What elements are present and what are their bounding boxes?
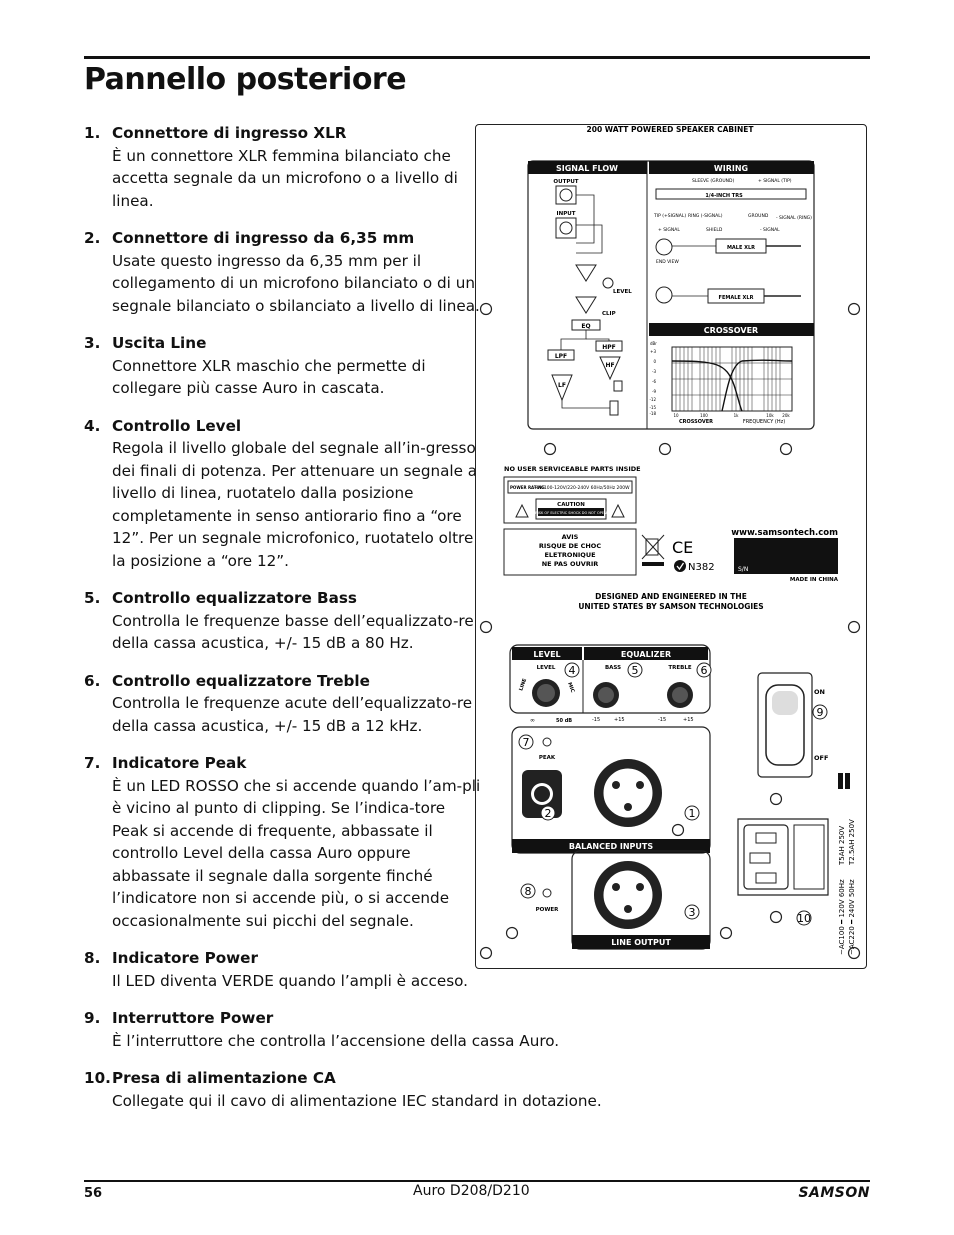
- crossover-db-label: dBr: [650, 341, 657, 346]
- callout-number: 4: [568, 664, 576, 677]
- highpass-curve: [722, 360, 792, 411]
- wiring-male-xlr-label: MALE XLR: [726, 245, 756, 251]
- item-body: Connettore XLR maschio che permette di collegare più casse Auro in cascata.: [112, 356, 426, 397]
- item-title: Indicatore Peak: [112, 754, 247, 772]
- bass-max-label: +15: [614, 717, 625, 723]
- item-body: Regola il livello globale del segnale all’in-gresso dei finali di potenza. Per attenuare un segnale a livello di linea, ruotatelo dalla posizione completamente in senso antiorario fino a “ore 12”. Per un segnale microfonico, ruotatelo oltre la posizione a “ore 12”.: [112, 439, 478, 570]
- line-output-label: LINE OUTPUT: [611, 938, 671, 947]
- wiring-tip-left-label: TIP (+SIGNAL): [654, 214, 687, 219]
- no-user-parts-label: NO USER SERVICEABLE PARTS INSIDE: [504, 465, 641, 473]
- female-xlr-end-icon: [656, 287, 672, 303]
- item-title: Uscita Line: [112, 334, 207, 352]
- freq-tick-label: 100: [700, 413, 708, 418]
- screw-icon: [849, 622, 860, 633]
- item-body: Controlla le frequenze basse dell’equalizzato-re della cassa acustica, +/- 15 dB a 80 Hz.: [112, 611, 474, 652]
- item-body: Usate questo ingresso da 6,35 mm per il collegamento di un microfono bilanciato o di un segnale bilanciato o sbilanciato a livello di linea.: [112, 251, 480, 315]
- item-number: 5.: [84, 589, 101, 607]
- level-line-label: LINE: [518, 677, 529, 692]
- crossover-label: CROSSOVER: [703, 326, 759, 335]
- mains-fuse-2: T2.5AH 250V: [848, 819, 856, 865]
- rear-panel-drawing: [476, 125, 866, 968]
- avis-line: AVIS: [561, 533, 579, 541]
- wiring-shield-label: SHIELD: [706, 228, 723, 233]
- item-number: 9.: [84, 1009, 101, 1027]
- ctick-icon: [674, 560, 686, 572]
- ce-mark: CE: [672, 538, 694, 557]
- item-number: 10.: [84, 1069, 111, 1087]
- weee-bin-icon: [642, 535, 664, 559]
- screw-icon: [771, 912, 782, 923]
- mains-spec-2: ~AC220 ━ 240V 50Hz: [848, 879, 856, 955]
- callout-number: 10: [797, 912, 811, 925]
- item-title: Controllo equalizzatore Treble: [112, 671, 370, 690]
- mains-spec-1: ~AC100 ━ 120V 60Hz: [838, 879, 846, 955]
- list-item: [84, 1007, 560, 1052]
- page-title: Pannello posteriore: [84, 62, 407, 97]
- wiring-sleeve-label: SLEEVE (GROUND): [692, 179, 735, 184]
- callout-number: 3: [688, 906, 696, 919]
- list-item: [84, 415, 484, 573]
- caution-warning-icon: [612, 505, 624, 517]
- treble-min-label: -15: [658, 717, 667, 723]
- callout-number: 2: [544, 807, 552, 820]
- designed-line-1: DESIGNED AND ENGINEERED IN THE: [595, 592, 747, 601]
- power-rating-values: ~AC100-120V/220-240V 60Hz/50Hz 200W: [534, 486, 630, 491]
- power-label: POWER: [535, 907, 559, 913]
- item-number: 4.: [84, 416, 101, 435]
- flow-input-label: INPUT: [556, 211, 576, 217]
- cabinet-title: 200 WATT POWERED SPEAKER CABINET: [586, 125, 754, 134]
- item-title: Connettore di ingresso da 6,35 mm: [112, 229, 415, 247]
- wiring-signal-ring-label: - SIGNAL (RING): [776, 216, 812, 221]
- woofer-icon: [610, 401, 618, 415]
- screw-icon: [771, 794, 782, 805]
- item-title: Interruttore Power: [112, 1009, 274, 1027]
- item-title: Indicatore Power: [112, 949, 258, 967]
- screw-icon: [481, 304, 492, 315]
- bass-knob-label: BASS: [604, 665, 622, 671]
- bass-min-label: -15: [592, 717, 601, 723]
- n382-label: N382: [688, 562, 715, 573]
- power-rating-label-box: [504, 477, 636, 523]
- list-item: [84, 227, 484, 317]
- flow-output-label: OUTPUT: [553, 179, 579, 185]
- wiring-end-view-label: END VIEW: [656, 260, 679, 265]
- made-in-label: MADE IN CHINA: [789, 577, 838, 583]
- item-title: Connettore di ingresso XLR: [112, 124, 347, 142]
- db-tick-label: -3: [652, 369, 656, 374]
- wiring-tip-signal-label: + SIGNAL (TIP): [758, 179, 792, 184]
- shock-warning-icon: [516, 505, 528, 517]
- crossover-axis-label: CROSSOVER: [679, 419, 713, 425]
- list-item: [84, 587, 484, 655]
- footer-model: Auro D208/D210: [413, 1183, 530, 1199]
- flow-eq-label: EQ: [581, 323, 591, 330]
- item-body: Controlla le frequenze acute dell’equalizzato-re della cassa acustica, +/- 15 dB a 12 kHz.: [112, 694, 473, 735]
- freq-tick-label: 10k: [766, 413, 774, 418]
- designed-line-2: UNITED STATES BY SAMSON TECHNOLOGIES: [578, 602, 764, 611]
- fuse-holder[interactable]: [794, 825, 824, 889]
- wiring-ring-label: RING (-SIGNAL): [688, 214, 723, 219]
- callout-number: 8: [524, 885, 532, 898]
- list-item: [84, 332, 484, 400]
- item-number: 2.: [84, 229, 101, 247]
- level-pot-icon: [603, 278, 613, 288]
- item-number: 3.: [84, 334, 101, 352]
- screw-icon: [481, 948, 492, 959]
- item-body: Collegate qui il cavo di alimentazione IEC standard in dotazione.: [112, 1091, 602, 1110]
- item-number: 1.: [84, 124, 101, 142]
- list-item: [84, 947, 484, 992]
- level-header-label: LEVEL: [533, 650, 561, 659]
- signal-flow-label: SIGNAL FLOW: [556, 164, 618, 173]
- screw-icon: [481, 622, 492, 633]
- level-mic-label: MIC: [566, 681, 576, 694]
- flow-hf-label: HF: [605, 362, 615, 369]
- rear-panel-figure: [475, 124, 867, 969]
- wiring-trs-label: 1/4-INCH TRS: [705, 193, 743, 199]
- screw-icon: [849, 304, 860, 315]
- screw-icon: [781, 444, 792, 455]
- signal-flow-frame: [528, 161, 814, 429]
- power-led: [543, 889, 551, 897]
- freq-tick-label: 1k: [733, 413, 739, 418]
- peak-label: PEAK: [538, 755, 556, 761]
- level-min-label: ∞: [530, 717, 535, 724]
- flow-hpf-label: HPF: [602, 344, 616, 351]
- freq-tick-label: 10: [673, 413, 679, 418]
- avis-line: ELETRONIQUE: [544, 551, 596, 559]
- wiring-label: WIRING: [713, 164, 749, 173]
- bottom-rule: [84, 1180, 870, 1182]
- item-body: È l’interruttore che controlla l’accensione della cassa Auro.: [112, 1031, 560, 1050]
- switch-off-label: OFF: [814, 754, 829, 762]
- db-tick-label: -18: [649, 411, 656, 416]
- website-label: www.samsontech.com: [731, 528, 838, 538]
- item-title: Controllo Level: [112, 416, 242, 435]
- callout-number: 7: [522, 736, 530, 749]
- frequency-axis-label: FREQUENCY (Hz): [742, 419, 786, 425]
- callout-number: 1: [688, 807, 696, 820]
- serial-number-plate: [734, 538, 838, 574]
- level-max-label: 50 dB: [556, 718, 573, 724]
- db-tick-label: 0: [653, 359, 656, 364]
- callout-number: 6: [700, 664, 708, 677]
- db-tick-label: -6: [652, 379, 656, 384]
- wiring-plus-signal-label: + SIGNAL: [658, 228, 680, 233]
- screw-icon: [660, 444, 671, 455]
- page-number: 56: [84, 1186, 103, 1201]
- power-rating-label: POWER RATING: [510, 485, 545, 490]
- male-xlr-end-icon: [656, 239, 672, 255]
- input-jack-icon: [556, 218, 576, 238]
- db-tick-label: -15: [649, 405, 656, 410]
- list-item: [84, 752, 484, 932]
- equalizer-header-label: EQUALIZER: [620, 650, 672, 659]
- list-item: [84, 122, 484, 212]
- callout-number: 9: [816, 706, 824, 719]
- avis-line: RISQUE DE CHOC: [538, 542, 602, 550]
- switch-on-label: ON: [814, 688, 825, 696]
- callout-number: 5: [631, 664, 639, 677]
- balanced-inputs-label: BALANCED INPUTS: [568, 842, 654, 851]
- caution-label: CAUTION: [557, 502, 585, 508]
- sn-label: S/N: [738, 566, 749, 573]
- item-number: 7.: [84, 754, 101, 772]
- flow-lpf-label: LPF: [554, 353, 568, 360]
- db-tick-label: -12: [649, 397, 656, 402]
- wiring-minus-signal-label: - SIGNAL: [760, 228, 780, 233]
- freq-tick-label: 20k: [782, 413, 790, 418]
- flow-lf-label: LF: [558, 382, 566, 389]
- item-title: Presa di alimentazione CA: [112, 1069, 336, 1087]
- level-knob-label: LEVEL: [536, 665, 556, 671]
- top-rule: [84, 56, 870, 59]
- treble-max-label: +15: [683, 717, 694, 723]
- flow-clip-label: CLIP: [602, 311, 616, 317]
- item-body: È un connettore XLR femmina bilanciato che accetta segnale da un microfono o a livello di linea.: [112, 146, 458, 210]
- treble-knob-label: TREBLE: [668, 665, 692, 671]
- screw-icon: [673, 825, 684, 836]
- wiring-female-xlr-label: FEMALE XLR: [718, 295, 754, 301]
- list-item: [84, 670, 484, 738]
- db-tick-label: +3: [650, 349, 656, 354]
- screw-icon: [721, 928, 732, 939]
- risk-label: RISK OF ELECTRIC SHOCK DO NOT OPEN: [535, 511, 607, 515]
- item-title: Controllo equalizzatore Bass: [112, 589, 357, 607]
- peak-led: [543, 738, 551, 746]
- lowpass-curve: [672, 361, 742, 411]
- item-body: Il LED diventa VERDE quando l’ampli è acceso.: [112, 971, 468, 990]
- item-number: 6.: [84, 671, 101, 690]
- avis-line: NE PAS OUVRIR: [541, 560, 599, 568]
- tweeter-icon: [614, 381, 622, 391]
- db-tick-label: -9: [652, 389, 656, 394]
- flow-level-label: LEVEL: [613, 289, 632, 295]
- wiring-ground-label: GROUND: [748, 214, 769, 219]
- screw-icon: [545, 444, 556, 455]
- item-body: È un LED ROSSO che si accende quando l’am-pli è vicino al punto di clipping. Se l’indica-tore Peak si accende di frequente, abbassate il controllo Level della cassa Auro oppure abbassate il segnale dalla sorgente finché l’indicatore non si accende più, o si accende occasionalmente sui picchi del segnale.: [112, 776, 481, 930]
- screw-icon: [507, 928, 518, 939]
- item-number: 8.: [84, 949, 101, 967]
- list-item: [84, 1067, 602, 1112]
- brand-logo: SAMSON: [798, 1185, 870, 1201]
- mains-fuse-1: T5AH 250V: [838, 825, 846, 865]
